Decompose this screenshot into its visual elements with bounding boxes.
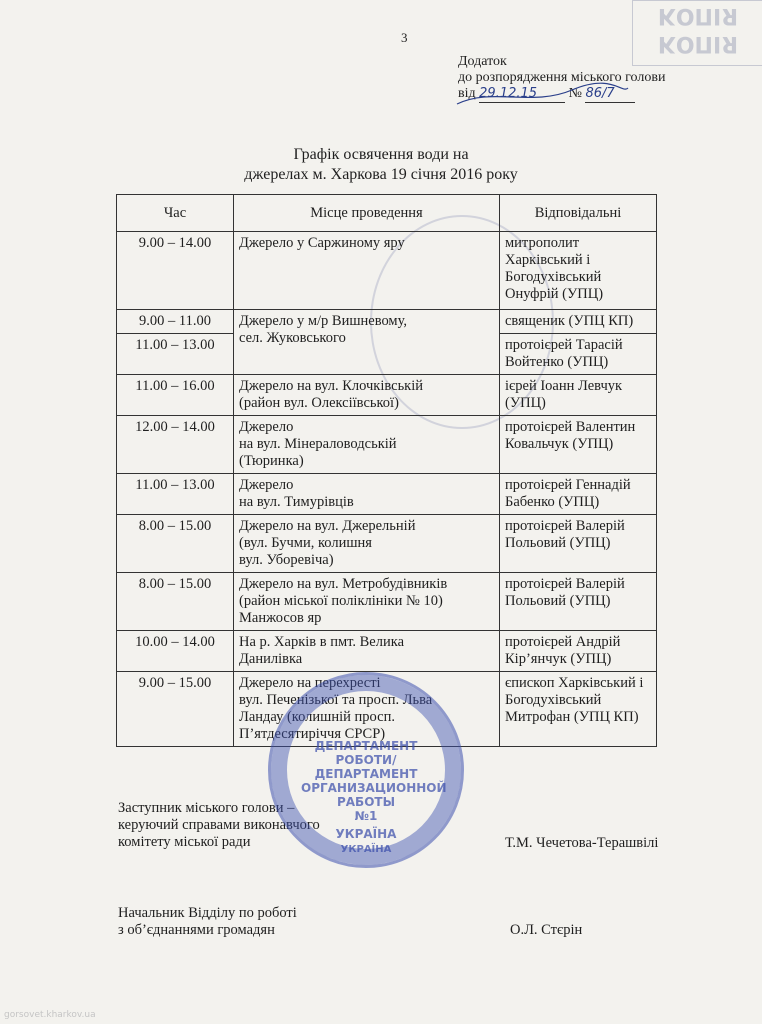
responsible-cell [500,672,657,747]
table-row [117,375,657,416]
place-line: Джерело у м/р Вишневому, [239,313,408,329]
addendum-title: Додаток [458,54,507,69]
responsible-line: Ковальчук (УПЦ) [505,436,614,452]
responsible-line: протоієрей Валерій [505,518,625,534]
time-cell: 8.00 – 15.00 [117,515,234,573]
place-line: (район вул. Олексіївської) [239,395,399,411]
ghost-stamp-line: КОПІЯ [657,31,739,56]
place-line: (район міської поліклініки № 10) [239,593,443,609]
header-place: Місце проведення [234,195,500,232]
place-line: Манжосов яр [239,610,322,626]
table-row [117,310,657,334]
place-line: Ландау (колишній просп. [239,709,395,725]
place-line: на вул. Мінераловодській [239,436,397,452]
place-cell [234,515,500,573]
ghost-stamp-line: КОПІЯ [657,3,739,28]
place-line: Джерело на вул. Клочківській [239,378,424,394]
source-watermark: gorsovet.kharkov.ua [4,1010,96,1020]
head-title-line: Начальник Відділу по роботі [118,905,297,921]
header-responsible: Відповідальні [500,195,657,232]
number-value: 86/7 [585,86,635,103]
seal-line: ДЕПАРТАМЕНТ [314,739,418,753]
table-row [117,515,657,573]
document-title-line-1: Графік освячення води на [293,146,469,163]
seal-line: ДЕПАРТАМЕНТ [314,767,418,781]
place-cell [234,672,500,747]
time-cell: 8.00 – 15.00 [117,573,234,631]
responsible-line: митрополит [505,235,580,251]
schedule-table [116,194,657,747]
time-cell: 11.00 – 16.00 [117,375,234,416]
time-cell: 9.00 – 14.00 [117,232,234,310]
responsible-line: (УПЦ) [505,395,546,411]
place-line: Джерело [239,419,294,435]
place-line: сел. Жуковського [239,330,346,346]
place-line: Джерело на вул. Метробудівників [239,576,448,592]
responsible-cell [500,310,657,334]
responsible-cell [500,631,657,672]
seal-line: №1 [354,809,378,823]
page-number: 3 [401,30,408,45]
responsible-line: Бабенко (УПЦ) [505,494,600,510]
responsible-line: ієрей Іоанн Левчук [505,378,623,394]
responsible-line: Богодухівський [505,692,602,708]
responsible-line: протоієрей Тарасій [505,337,623,353]
table-row [117,631,657,672]
responsible-cell [500,334,657,375]
responsible-line: Онуфрій (УПЦ) [505,286,604,302]
place-line: на вул. Тимурівців [239,494,354,510]
deputy-title-line: комітету міської ради [118,834,251,850]
time-cell: 9.00 – 15.00 [117,672,234,747]
responsible-line: священик (УПЦ КП) [505,313,634,329]
place-line: Джерело [239,477,294,493]
responsible-cell [500,515,657,573]
time-cell: 11.00 – 13.00 [117,474,234,515]
table-row [117,416,657,474]
responsible-cell [500,474,657,515]
place-line: (Тюринка) [239,453,304,469]
seal-country-outer: УКРАЇНА [340,844,392,855]
seal-line: ОРГАНИЗАЦИОННОЙ [301,781,447,795]
head-title-line: з об’єднаннями громадян [118,922,275,938]
addendum-subtitle: до розпорядження міського голови [458,70,666,85]
responsible-line: протоієрей Андрій [505,634,621,650]
table-row [117,672,657,747]
place-line: Джерело на перехресті [239,675,381,691]
date-value: 29.12.15 [479,86,565,103]
time-cell: 10.00 – 14.00 [117,631,234,672]
place-line: вул. Печенізької та просп. Льва [239,692,433,708]
place-line: (вул. Бучми, колишня [239,535,372,551]
place-cell [234,416,500,474]
place-cell [234,375,500,416]
head-name: О.Л. Стєрін [510,922,583,938]
seal-text [301,739,447,823]
responsible-line: Митрофан (УПЦ КП) [505,709,639,725]
document-title-line-2: джерелах м. Харкова 19 січня 2016 року [244,166,518,183]
responsible-line: Богодухівський [505,269,602,285]
handwritten-mark [452,82,632,112]
deputy-signature-title [118,800,320,851]
deputy-title-line: керуючий справами виконавчого [118,817,320,833]
responsible-line: Польовий (УПЦ) [505,535,611,551]
date-prefix: від [458,86,476,101]
place-line: Джерело на вул. Джерельній [239,518,416,534]
seal-line: РАБОТЫ [336,795,396,809]
place-line: На р. Харків в пмт. Велика [239,634,405,650]
table-row [117,474,657,515]
responsible-cell [500,232,657,310]
deputy-title-line: Заступник міського голови – [118,800,295,816]
responsible-line: Войтенко (УПЦ) [505,354,609,370]
responsible-line: Кір’янчук (УПЦ) [505,651,612,667]
place-line: Данилівка [239,651,303,667]
time-cell: 9.00 – 11.00 [117,310,234,334]
time-cell: 12.00 – 14.00 [117,416,234,474]
time-cell: 11.00 – 13.00 [117,334,234,375]
place-line: вул. Уборевіча) [239,552,334,568]
place-line: Джерело у Саржиному яру [239,235,405,251]
responsible-line: протоієрей Валерій [505,576,625,592]
place-cell [234,310,500,375]
table-row [117,573,657,631]
responsible-cell [500,375,657,416]
place-cell [234,631,500,672]
responsible-line: протоієрей Геннадій [505,477,631,493]
responsible-line: протоієрей Валентин [505,419,636,435]
place-cell [234,474,500,515]
seal-line: РОБОТИ/ [335,753,397,767]
responsible-cell [500,573,657,631]
responsible-line: Польовий (УПЦ) [505,593,611,609]
header-time: Час [117,195,234,232]
table-row [117,232,657,310]
responsible-line: єпископ Харківський і [505,675,644,691]
responsible-line: Харківський і [505,252,591,268]
head-signature-title [118,905,297,939]
place-cell [234,232,500,310]
responsible-cell [500,416,657,474]
deputy-name: Т.М. Чечетова-Терашвілі [505,835,659,851]
seal-country: УКРАЇНА [335,827,397,841]
place-cell [234,573,500,631]
place-line: П’ятдесятиріччя СРСР) [239,726,386,742]
table-header-row [117,195,657,232]
number-prefix: № [568,86,582,101]
